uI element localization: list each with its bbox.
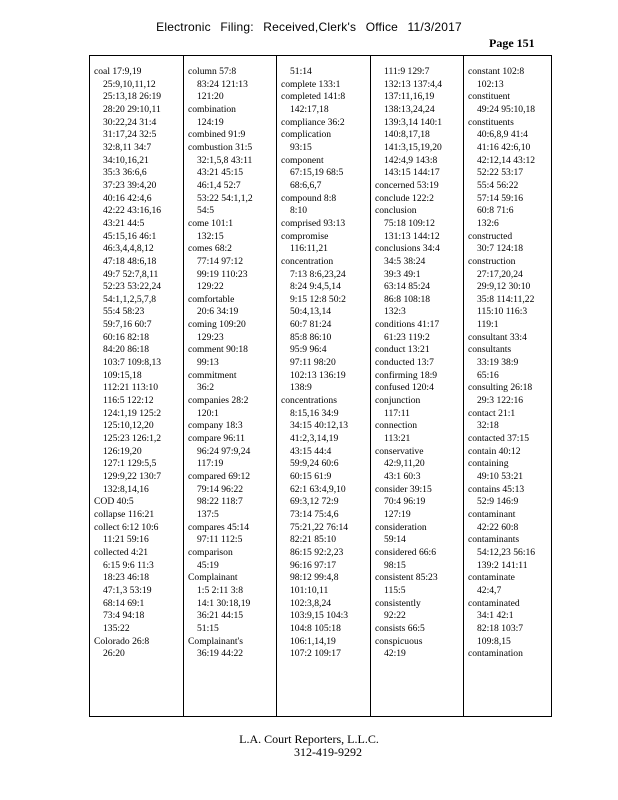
index-entry: come 101:1 xyxy=(188,217,234,229)
index-entry: constant 102:8 xyxy=(468,66,525,77)
index-page-refs: 132:3 xyxy=(384,306,406,318)
index-page-refs: 43:1 60:3 xyxy=(384,471,421,482)
index-page-refs: 120:1 xyxy=(197,407,219,419)
footer-company: L.A. Court Reporters, L.L.C. xyxy=(239,732,379,746)
index-page-refs: 83:24 121:13 xyxy=(197,78,248,90)
index-page-refs: 132:6 xyxy=(477,217,499,229)
index-entry: comment 90:18 xyxy=(188,344,248,356)
index-page-refs: 125:10,12,20 xyxy=(103,420,154,432)
index-page-refs: 97:11 98:20 xyxy=(290,357,336,369)
index-page-refs: 96:16 97:17 xyxy=(290,559,337,571)
index-page-refs: 41:16 42:6,10 xyxy=(477,141,531,153)
index-page-refs: 99:13 xyxy=(197,357,219,369)
index-page-refs: 127:1 129:5,5 xyxy=(103,458,157,470)
index-page-refs: 67:15,19 68:5 xyxy=(290,167,344,179)
index-page-refs: 45:15,16 46:1 xyxy=(103,230,157,242)
index-page-refs: 129:9,22 130:7 xyxy=(103,471,162,482)
index-page-refs: 98:12 99:4,8 xyxy=(290,572,339,584)
index-page-refs: 107:2 109:17 xyxy=(290,648,341,660)
index-page-refs: 132:15 xyxy=(197,230,224,242)
filing-header: Electronic Filing: Received,Clerk's Office 11/3/2017 xyxy=(156,20,462,34)
index-page-refs: 36:21 44:15 xyxy=(197,610,244,622)
index-page-refs: 65:16 xyxy=(477,369,499,381)
index-page-refs: 50:4,13,14 xyxy=(290,306,332,318)
index-entry: compare 96:11 xyxy=(188,433,245,445)
index-page-refs: 18:23 46:18 xyxy=(103,572,150,584)
index-page-refs: 9:15 12:8 50:2 xyxy=(290,293,346,305)
index-page-refs: 137:11,16,19 xyxy=(384,91,435,103)
index-page-refs: 40:16 42:4,6 xyxy=(103,192,152,204)
index-entry: concerned 53:19 xyxy=(375,179,439,191)
index-page-refs: 92:22 xyxy=(384,610,406,622)
index-page-refs: 116:5 122:12 xyxy=(103,395,154,407)
index-entry: completed 141:8 xyxy=(281,91,346,103)
column-divider xyxy=(276,56,277,716)
index-page-refs: 45:19 xyxy=(197,559,219,571)
index-page-refs: 60:7 81:24 xyxy=(290,319,332,331)
index-page-refs: 129:23 xyxy=(197,331,224,343)
index-page-refs: 42:22 43:16,16 xyxy=(103,205,162,217)
index-page-refs: 99:19 110:23 xyxy=(197,268,248,280)
index-page-refs: 42:9,11,20 xyxy=(384,458,425,470)
index-page-refs: 62:1 63:4,9,10 xyxy=(290,483,346,495)
index-page-refs: 70:4 96:19 xyxy=(384,496,426,508)
index-entry: coal 17:9,19 xyxy=(94,66,142,77)
index-page-refs: 68:6,6,7 xyxy=(290,179,322,191)
index-page-refs: 35:8 114:11,22 xyxy=(477,293,535,305)
index-entry: consistently xyxy=(375,597,421,609)
index-column-5 xyxy=(468,66,556,661)
index-entry: contaminant xyxy=(468,508,516,520)
index-page-refs: 27:17,20,24 xyxy=(477,268,523,280)
index-page-refs: 117:11 xyxy=(384,407,410,419)
index-page-refs: 125:23 126:1,2 xyxy=(103,433,162,445)
index-entry: comprised 93:13 xyxy=(281,217,346,229)
index-page-refs: 139:3,14 140:1 xyxy=(384,116,443,128)
index-page-refs: 46:1,4 52:7 xyxy=(197,179,241,191)
index-page-refs: 60:15 61:9 xyxy=(290,471,332,482)
index-page-refs: 54:5 xyxy=(197,205,215,217)
index-page-refs: 47:1,3 53:19 xyxy=(103,584,152,596)
index-entry: comfortable xyxy=(188,293,235,305)
index-entry: compares 45:14 xyxy=(188,521,250,533)
index-page-refs: 42:22 60:8 xyxy=(477,521,519,533)
index-page-refs: 60:8 71:6 xyxy=(477,205,514,217)
index-entry: conditions 41:17 xyxy=(375,319,440,331)
index-page-refs: 138:13,24,24 xyxy=(384,103,435,115)
index-page-refs: 1:5 2:11 3:8 xyxy=(197,584,244,596)
index-page-refs: 96:24 97:9,24 xyxy=(197,445,251,457)
index-entry: Complainant xyxy=(188,572,238,584)
index-page-refs: 49:24 95:10,18 xyxy=(477,103,536,115)
index-entry: consideration xyxy=(375,521,427,533)
index-page-refs: 109:15,18 xyxy=(103,369,142,381)
index-page-refs: 102:3,8,24 xyxy=(290,597,332,609)
index-page-refs: 31:17,24 32:5 xyxy=(103,129,157,141)
index-entry: conclude 122:2 xyxy=(375,192,434,204)
index-page-refs: 29:9,12 30:10 xyxy=(477,281,531,293)
index-page-refs: 30:7 124:18 xyxy=(477,243,524,255)
index-page-refs: 93:15 xyxy=(290,141,312,153)
index-entry: complication xyxy=(281,129,332,141)
index-page-refs: 36:19 44:22 xyxy=(197,648,244,660)
index-page-refs: 30:22,24 31:4 xyxy=(103,116,157,128)
index-entry: confirming 18:9 xyxy=(375,369,438,381)
index-page-refs: 102:13 xyxy=(477,78,504,90)
index-page-refs: 46:3,4,4,8,12 xyxy=(103,243,154,255)
footer-phone: 312-419-9292 xyxy=(294,745,362,759)
index-entry: coming 109:20 xyxy=(188,319,246,331)
index-page-refs: 60:16 82:18 xyxy=(103,331,150,343)
index-entry: column 57:8 xyxy=(188,66,237,77)
index-page-refs: 135:22 xyxy=(103,622,130,634)
index-page-refs: 132:8,14,16 xyxy=(103,483,149,495)
index-page-refs: 7:13 8:6,23,24 xyxy=(290,268,346,280)
footer xyxy=(0,733,618,759)
index-page-refs: 34:1 42:1 xyxy=(477,610,514,622)
index-page-refs: 143:15 144:17 xyxy=(384,167,440,179)
index-page-refs: 75:21,22 76:14 xyxy=(290,521,349,533)
index-page-refs: 115:5 xyxy=(384,584,406,596)
index-page-refs: 103:9,15 104:3 xyxy=(290,610,349,622)
index-entry: consultants xyxy=(468,344,512,356)
index-page-refs: 37:23 39:4,20 xyxy=(103,179,157,191)
index-entry: contacted 37:15 xyxy=(468,433,530,445)
index-entry: collected 4:21 xyxy=(94,546,149,558)
index-entry: considered 66:6 xyxy=(375,546,437,558)
index-entry: comparison xyxy=(188,546,233,558)
index-page-refs: 52:23 53:22,24 xyxy=(103,281,162,293)
index-page-refs: 73:14 75:4,6 xyxy=(290,508,339,520)
index-page-refs: 129:22 xyxy=(197,281,224,293)
index-entry: consider 39:15 xyxy=(375,483,432,495)
index-page-refs: 112:21 113:10 xyxy=(103,382,158,394)
index-page-refs: 63:14 85:24 xyxy=(384,281,431,293)
index-page-refs: 116:11,21 xyxy=(290,243,328,255)
index-page-refs: 113:21 xyxy=(384,433,411,445)
index-column-4 xyxy=(375,66,463,661)
index-entry: consistent 85:23 xyxy=(375,572,438,584)
index-entry: contaminate xyxy=(468,572,515,584)
index-entry: conjunction xyxy=(375,395,421,407)
index-entry: connection xyxy=(375,420,418,432)
index-entry: complete 133:1 xyxy=(281,78,341,90)
index-page-refs: 36:2 xyxy=(197,382,215,394)
index-entry: concentrations xyxy=(281,395,337,407)
index-page-refs: 137:5 xyxy=(197,508,219,520)
index-page-refs: 98:15 xyxy=(384,559,406,571)
index-page-refs: 121:20 xyxy=(197,91,224,103)
index-page-refs: 43:15 44:4 xyxy=(290,445,332,457)
index-page-refs: 68:14 69:1 xyxy=(103,597,145,609)
index-page-refs: 8:24 9:4,5,14 xyxy=(290,281,341,293)
index-page-refs: 142:17,18 xyxy=(290,103,329,115)
index-page-refs: 49:7 52:7,8,11 xyxy=(103,268,159,280)
index-entry: companies 28:2 xyxy=(188,395,249,407)
index-page-refs: 42:12,14 43:12 xyxy=(477,154,536,166)
index-page-refs: 59:9,24 60:6 xyxy=(290,458,339,470)
index-page-refs: 140:8,17,18 xyxy=(384,129,430,141)
index-page-refs: 35:3 36:6,6 xyxy=(103,167,147,179)
index-page-refs: 82:18 103:7 xyxy=(477,622,524,634)
index-page-refs: 43:21 45:15 xyxy=(197,167,244,179)
index-entry: contains 45:13 xyxy=(468,483,525,495)
index-entry: conclusions 34:4 xyxy=(375,243,440,255)
index-entry: COD 40:5 xyxy=(94,496,134,508)
index-column-1 xyxy=(94,66,182,661)
index-entry: conspicuous xyxy=(375,635,423,647)
index-page-refs: 104:8 105:18 xyxy=(290,622,341,634)
index-entry: collect 6:12 10:6 xyxy=(94,521,159,533)
column-divider xyxy=(183,56,184,716)
index-page-refs: 119:1 xyxy=(477,319,499,331)
index-entry: consulting 26:18 xyxy=(468,382,533,394)
index-frame xyxy=(89,55,552,717)
index-page-refs: 34:5 38:24 xyxy=(384,255,426,267)
index-page-refs: 139:2 141:11 xyxy=(477,559,528,571)
index-page-refs: 106:1,14,19 xyxy=(290,635,336,647)
index-page-refs: 55:4 56:22 xyxy=(477,179,519,191)
index-entry: contain 40:12 xyxy=(468,445,521,457)
index-page-refs: 49:10 53:21 xyxy=(477,471,524,482)
index-entry: collapse 116:21 xyxy=(94,508,155,520)
index-page-refs: 109:8,15 xyxy=(477,635,511,647)
index-page-refs: 26:20 xyxy=(103,648,125,660)
page-number: Page 151 xyxy=(489,36,535,50)
index-entry: contaminants xyxy=(468,534,520,546)
index-page-refs: 51:14 xyxy=(290,66,312,77)
index-page-refs: 54:12,23 56:16 xyxy=(477,546,536,558)
index-entry: contact 21:1 xyxy=(468,407,516,419)
index-entry: containing xyxy=(468,458,509,470)
index-page-refs: 101:10,11 xyxy=(290,584,329,596)
index-page-refs: 20:6 34:19 xyxy=(197,306,239,318)
index-entry: conducted 13:7 xyxy=(375,357,434,369)
index-page-refs: 132:13 137:4,4 xyxy=(384,78,443,90)
index-entry: Colorado 26:8 xyxy=(94,635,150,647)
index-entry: combination xyxy=(188,103,236,115)
index-page-refs: 142:4,9 143:8 xyxy=(384,154,438,166)
index-entry: compliance 36:2 xyxy=(281,116,345,128)
index-page-refs: 73:4 94:18 xyxy=(103,610,145,622)
index-page-refs: 41:2,3,14,19 xyxy=(290,433,339,445)
column-divider xyxy=(463,56,464,716)
index-page-refs: 103:7 109:8,13 xyxy=(103,357,162,369)
index-page-refs: 43:21 44:5 xyxy=(103,217,145,229)
index-page-refs: 97:11 112:5 xyxy=(197,534,243,546)
index-entry: constructed xyxy=(468,230,513,242)
index-entry: compromise xyxy=(281,230,329,242)
index-page-refs: 126:19,20 xyxy=(103,445,142,457)
index-entry: component xyxy=(281,154,324,166)
index-page-refs: 33:19 38:9 xyxy=(477,357,519,369)
index-entry: concentration xyxy=(281,255,334,267)
index-page-refs: 95:9 96:4 xyxy=(290,344,327,356)
index-page-refs: 42:4,7 xyxy=(477,584,502,596)
index-page-refs: 47:18 48:6,18 xyxy=(103,255,157,267)
index-entry: constituent xyxy=(468,91,511,103)
column-divider xyxy=(370,56,371,716)
index-page-refs: 138:9 xyxy=(290,382,312,394)
index-page-refs: 85:8 86:10 xyxy=(290,331,332,343)
index-page-refs: 75:18 109:12 xyxy=(384,217,435,229)
index-page-refs: 29:3 122:16 xyxy=(477,395,524,407)
index-entry: combined 91:9 xyxy=(188,129,246,141)
index-page-refs: 82:21 85:10 xyxy=(290,534,337,546)
index-page-refs: 34:15 40:12,13 xyxy=(290,420,349,432)
index-page-refs: 8:10 xyxy=(290,205,308,217)
index-page-refs: 42:19 xyxy=(384,648,406,660)
index-column-2 xyxy=(188,66,276,661)
index-page-refs: 111:9 129:7 xyxy=(384,66,430,77)
index-page-refs: 98:22 118:7 xyxy=(197,496,243,508)
index-page-refs: 131:13 144:12 xyxy=(384,230,440,242)
index-page-refs: 34:10,16,21 xyxy=(103,154,149,166)
index-page-refs: 52:9 146:9 xyxy=(477,496,519,508)
index-page-refs: 57:14 59:16 xyxy=(477,192,524,204)
index-entry: constituents xyxy=(468,116,514,128)
index-page-refs: 11:21 59:16 xyxy=(103,534,149,546)
index-entry: conclusion xyxy=(375,205,417,217)
index-page-refs: 59:7,16 60:7 xyxy=(103,319,152,331)
index-page-refs: 52:22 53:17 xyxy=(477,167,524,179)
index-page-refs: 32:18 xyxy=(477,420,499,432)
index-entry: compared 69:12 xyxy=(188,471,251,482)
index-page-refs: 28:20 29:10,11 xyxy=(103,103,161,115)
index-page-refs: 8:15,16 34:9 xyxy=(290,407,339,419)
index-page-refs: 102:13 136:19 xyxy=(290,369,346,381)
index-entry: commitment xyxy=(188,369,237,381)
index-page-refs: 124:1,19 125:2 xyxy=(103,407,162,419)
index-page-refs: 86:8 108:18 xyxy=(384,293,431,305)
index-entry: contaminated xyxy=(468,597,520,609)
index-entry: company 18:3 xyxy=(188,420,243,432)
index-entry: compound 8:8 xyxy=(281,192,337,204)
index-page-refs: 55:4 58:23 xyxy=(103,306,145,318)
index-page-refs: 69:3,12 72:9 xyxy=(290,496,339,508)
index-page-refs: 14:1 30:18,19 xyxy=(197,597,251,609)
index-entry: consists 66:5 xyxy=(375,622,425,634)
index-page-refs: 6:15 9:6 11:3 xyxy=(103,559,154,571)
index-page-refs: 59:14 xyxy=(384,534,406,546)
index-page-refs: 25:9,10,11,12 xyxy=(103,78,156,90)
index-page-refs: 51:15 xyxy=(197,622,219,634)
index-entry: consultant 33:4 xyxy=(468,331,527,343)
index-page-refs: 61:23 119:2 xyxy=(384,331,430,343)
index-page-refs: 25:13,18 26:19 xyxy=(103,91,162,103)
index-page-refs: 84:20 86:18 xyxy=(103,344,150,356)
index-page-refs: 141:3,15,19,20 xyxy=(384,141,442,153)
index-entry: confused 120:4 xyxy=(375,382,434,394)
index-page-refs: 77:14 97:12 xyxy=(197,255,244,267)
index-entry: conduct 13:21 xyxy=(375,344,430,356)
index-entry: Complainant's xyxy=(188,635,244,647)
index-entry: conservative xyxy=(375,445,424,457)
index-page-refs: 127:19 xyxy=(384,508,411,520)
index-page-refs: 53:22 54:1,1,2 xyxy=(197,192,253,204)
index-entry: contamination xyxy=(468,648,523,660)
index-page-refs: 32:1,5,8 43:11 xyxy=(197,154,253,166)
index-page-refs: 40:6,8,9 41:4 xyxy=(477,129,528,141)
index-entry: comes 68:2 xyxy=(188,243,232,255)
index-page-refs: 117:19 xyxy=(197,458,224,470)
index-page-refs: 32:8,11 34:7 xyxy=(103,141,152,153)
index-entry: combustion 31:5 xyxy=(188,141,253,153)
index-page-refs: 124:19 xyxy=(197,116,224,128)
index-page-refs: 79:14 96:22 xyxy=(197,483,244,495)
index-page-refs: 39:3 49:1 xyxy=(384,268,421,280)
index-column-3 xyxy=(281,66,369,661)
index-page-refs: 86:15 92:2,23 xyxy=(290,546,344,558)
index-page-refs: 115:10 116:3 xyxy=(477,306,528,318)
index-page-refs: 54:1,1,2,5,7,8 xyxy=(103,293,157,305)
index-entry: construction xyxy=(468,255,516,267)
